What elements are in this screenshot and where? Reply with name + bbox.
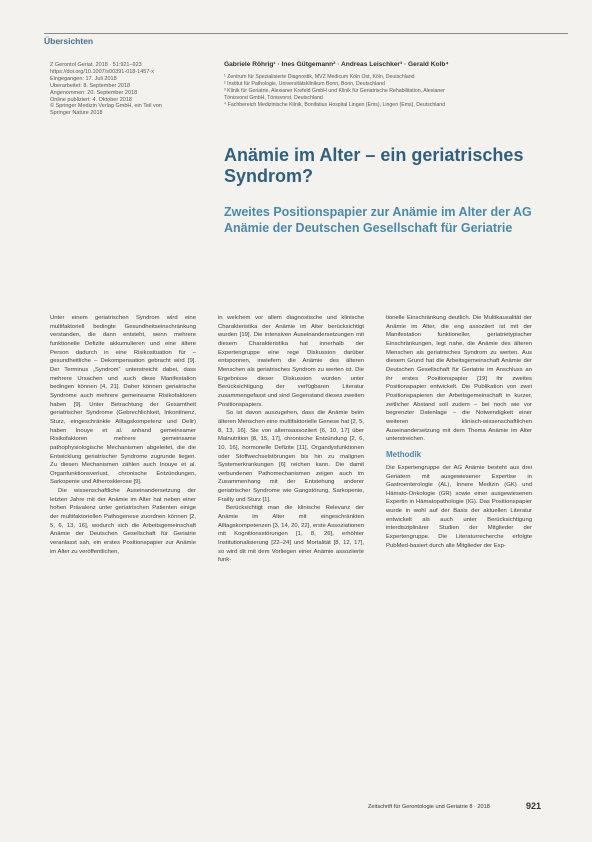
meta-line: Überarbeitet: 8. September 2018: [50, 82, 131, 89]
meta-line[interactable]: https://doi.org/10.1007/s00391-018-1457-x: [50, 68, 154, 75]
section-heading-methodik: Methodik: [386, 449, 422, 459]
affiliations: [224, 74, 564, 109]
meta-line: Angenommen: 20. September 2018: [50, 89, 138, 96]
section-header: Übersichten: [44, 33, 568, 46]
text-column-2: [218, 314, 364, 565]
paragraph: So ist davon auszugehen, dass die Anämie beim älteren Menschen eine multifaktorielle Genese hat [2, 5, 8, 13, 16]. Sie von alternsassoziiert [6, 10, 17] über Malnutrition [8, 15, 17], chronische Entzündung [2, 6, 10, 16], hormonelle Defizite [11], Organdysfunktionen oder Stoffwechselstörungen bis hin zu malignen Systemerkrankungen [6] reichen kann. Die damit verbundenen Pathomechanismen zeigen auch im Zusammenhang mit der Entstehung anderer geriatrischer Syndrome wie Gangstörung, Sarkopenie, Frailty und Sturz [1].: [218, 410, 364, 503]
meta-line: Eingegangen: 17. Juli 2018: [50, 75, 117, 82]
author-list: Gabriele Röhrig¹ · Ines Gütgemann² · Andreas Leischker³ · Gerald Kolb⁴: [224, 61, 449, 68]
affiliation-line: Tönisvorst GmbH, Tönisvorst, Deutschland: [224, 94, 323, 101]
article-title: Anämie im Alter – ein geriatrisches Syndrom?: [224, 145, 524, 186]
paragraph: Die Expertengruppe der AG Anämie besteht aus drei Geriatern mit ausgewiesener Expertise in Gastroenterologie (AL), Innere Medizin (GK) und Hämato-Onkologie (GR) sowie einer ausgewiesenen Expertin in Hämatopathologie (IG). Das Positionspapier wurde in wohl auf der Basis der aktuellen Literatur entwickelt als auch unter Berücksichtigung interdisziplinärer Studien der Mitglieder der Expertengruppe. Die Literaturrecherche erfolgte PubMed-basiert durch alle Mitglieder der Exp-: [386, 464, 532, 549]
affiliation-line: ¹ Zentrum für Spezialisierte Diagnostik, MVZ Medicum Köln Ost, Köln, Deutschland: [224, 74, 415, 80]
journal-name: Zeitschrift für Gerontologie und Geriatrie 8 · 2018: [368, 804, 490, 810]
affiliation-line: ⁴ Fachbereich Medizinische Klinik, Bonifatius Hospital Lingen (Ems), Lingen (Ems), Deutschland: [224, 101, 446, 108]
paragraph: Unter einem geriatrischen Syndrom wird eine multifaktoriell bedingte Gesundheitseinschränkung verstanden, die dann entsteht, wenn mehrere funktionelle Defizite akkumulieren und eine ältere Person dadurch in eine Risikosituation für – gesundheitliche – Dekompensation gebracht wird [9]. Der Terminus „Syndrom“ unterstreicht dabei, dass mehrere Ursachen und auch diese Manifestation bedingen können [4, 21]. Daher können geriatrische Syndrome auch mehrere gemeinsame Risikofaktoren haben [9]. Unter Betrachtung der Gesamtheit geriatrischer Syndrome (Gebrechlichkeit, Inkontinenz, Sturz, eingeschränkte Alltagskompetenz und Delir) haben Inouye et al. anhand gemeinsamer Risikofaktoren mehrere gemeinsame pathophysiologische Mechanismen abgeleitet, die die Entwicklung geriatrischer Syndrome zugrunde liegen. Zu diesen Mechanismen zählen auch Inouye et al. Organfunktionsverlust, chronische Entzündungen, Sarkopenie und Atherosklerose [9].: [50, 315, 196, 486]
paragraph: Berücksichtigt man die klinische Relevanz der Anämie im Alter mit eingeschränkten Alltagskompetenzen [3, 14, 20, 22], erste Assoziationen mit Kognitionsstörungen [1, 8, 26], erhöhter Institutionalisierung [22–24] und Mortalität [8, 12, 17], so wird dit mit dem Vorliegen einer Anämie assoziierte funk-: [218, 505, 364, 564]
page-number: 921: [526, 801, 542, 811]
text-column-3: [386, 314, 532, 550]
meta-line: Z Gerontol Geriat. 2018 · 51:921–923: [50, 62, 142, 68]
meta-line: Online publiziert: 4. Oktober 2018: [50, 96, 132, 103]
meta-line: © Springer Medizin Verlag GmbH, ein Teil von: [50, 103, 162, 110]
page-footer: [368, 801, 568, 811]
meta-line: Springer Nature 2018: [50, 110, 103, 117]
text-column-1: [50, 314, 196, 556]
affiliation-line: ² Institut für Pathologie, Universitätsklinikum Bonn, Bonn, Deutschland: [224, 80, 385, 87]
article-subtitle: Zweites Positionspapier zur Anämie im Alter der AG Anämie der Deutschen Gesellschaft für Geriatrie: [224, 205, 532, 235]
paragraph: Die wissenschaftliche Auseinandersetzung der letzten Jahre mit der Anämie im Alter hat neben einer hohen Prävalenz unter geriatrischen Patienten einige der multifaktoriellen Pathogenese zuordnen können [2, 5, 6, 13, 16], wodurch sich die Arbeitsgemeinschaft Anämie der Deutschen Gesellschaft für Geriatrie veranlasst sah, ein erstes Positionspapier zur Anämie im Alter zu veröffentlichen,: [50, 488, 196, 555]
paragraph: tionelle Einschränkung deutlich. Die Multikausalität der Anämie im Alter, die eng assoziiert ist mit der Manifestation funktioneller, geriatrietypischer Einschränkungen, legt nahe, die Anämie des älteren Menschen als geriatrisches Syndrom zu werten. Aus diesem Grund hat die Arbeitsgemeinschaft Anämie der Deutschen Gesellschaft für Geriatrie im Anschluss an ihr erstes Positionspapier [19] ihr zweites Positionspapier entwickelt. Die Publikation von zwei Positionspapieren der Arbeitsgemeinschaft in kurzer, zeitlicher Abstand soll zudem – bei noch wie vor begrenzter Datenlage – die Notwendigkeit einer weiteren klinisch-wissenschaftlichen Auseinandersetzung mit dem Thema Anämie im Alter unterstreichen.: [386, 315, 532, 443]
affiliation-line: ³ Klinik für Geriatrie, Alexianer Krefeld GmbH und Klinik für Geriatrische Rehabilitation, Alexianer: [224, 87, 445, 94]
article-meta: [50, 62, 218, 117]
paragraph: in welchem vor allem diagnostische und klinische Charakteristika der Anämie im Alter berücksichtigt wurden [19]. Die intensiven Auseinandersetzungen mit diesem Charakteristika hat innerhalb der Expertengruppe eine rege Diskussion darüber entsponnen, inwiefern die Anämie des älteren Menschen als geriatrisches Syndrom zu werten ist. Die Ergebnisse dieser Diskussion wurden unter Berücksichtigung der verfügbaren Literatur zusammengefasst und sind Gegenstand dieses zweiten Positionspapiers.: [218, 315, 364, 408]
